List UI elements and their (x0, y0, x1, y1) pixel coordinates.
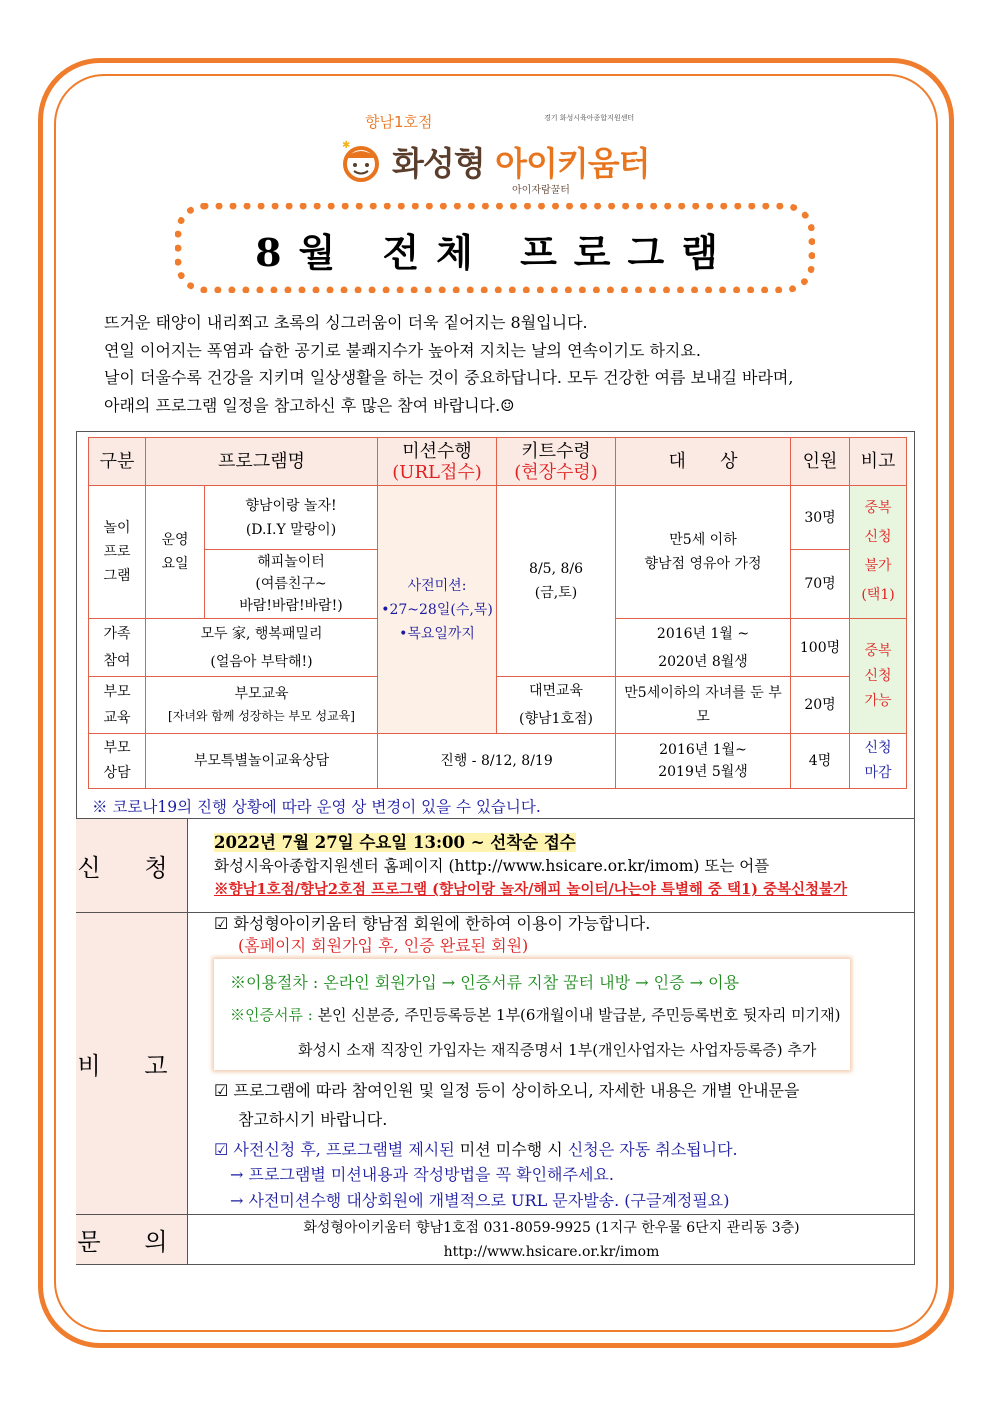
intro-text (104, 309, 904, 419)
apply-site: 화성시육아종합지원센터 홈페이지 (http://www.hsicare.or.kr/imom) 또는 어플 (214, 857, 770, 875)
count-cell: 70명 (791, 550, 850, 619)
target-cell: 만5세이하의 자녀를 둔 부모 (616, 677, 791, 734)
table-row (89, 677, 907, 734)
apply-warning: ※향남1호점/향남2호점 프로그램 (향남이랑 놀자/해피 놀이터/나는야 특별해 중 택1) 중복신청불가 (214, 881, 848, 898)
header-program: 프로그램명 (146, 438, 378, 486)
logo-center-name: 경기 화성시육아종합지원센터 (544, 114, 635, 122)
remark-item-schedule-cont: 참고하시기 바랍니다. (238, 1110, 388, 1129)
apply-date: 2022년 7월 27일 수요일 13:00 ~ 선착순 접수 (214, 833, 576, 852)
table-row (89, 734, 907, 789)
remark-cell: 중복 신청 가능 (850, 619, 907, 734)
parent-edu-label: 부모 교육 (89, 677, 146, 734)
intro-line: 날이 더울수록 건강을 지키며 일상생활을 하는 것이 중요하답니다. 모두 건강한 여름 보내길 바라며, (104, 368, 794, 387)
contact-info: 화성형아이키움터 향남1호점 031-8059-9925 (1지구 한우물 6단지 관리동 3층) (303, 1220, 800, 1236)
logo-title: 화성형 아이키움터 (392, 144, 650, 183)
remark-cell: 중복 신청 불가 (택1) (850, 486, 907, 619)
svg-text:✱: ✱ (342, 140, 351, 151)
count-cell: 20명 (791, 677, 850, 734)
header-kit: 키트수령 (현장수령) (497, 438, 616, 486)
remark-item-member: ☑ 화성형아이키움터 향남점 회원에 한하여 이용이 가능합니다. (214, 914, 651, 933)
apply-label: 신 청 (76, 819, 187, 912)
remark-item-member-note: (홈페이지 회원가입 후, 인증 완료된 회원) (238, 936, 529, 955)
page-title: 8월 전체 프로그램 (255, 230, 735, 275)
divider (76, 1214, 915, 1215)
remark-item-mission: ☑ 사전신청 후, 프로그램별 제시된 미션 미수행 시 신청은 자동 취소됩니다. (214, 1140, 738, 1159)
logo-subtitle: 향남1호점 (365, 113, 433, 131)
divider (187, 818, 188, 1265)
operation-label: 운영 요일 (146, 486, 205, 619)
intro-line: 뜨거운 태양이 내리쬐고 초록의 싱그러움이 더욱 짙어지는 8월입니다. (104, 313, 588, 332)
procedure-text: ※이용절차 : 온라인 회원가입 → 인증서류 지참 꿈터 내방 → 인증 → 이용 (230, 973, 740, 992)
logo-face-icon (338, 140, 384, 182)
table-header-row (89, 438, 907, 486)
covid-notice: ※ 코로나19의 진행 상황에 따라 운영 상 변경이 있을 수 있습니다. (92, 798, 541, 816)
program-table (88, 437, 907, 789)
remark-item-schedule: ☑ 프로그램에 따라 참여인원 및 일정 등이 상이하오니, 자세한 내용은 개별 안내문을 (214, 1081, 800, 1100)
target-cell: 만5세 이하 향남점 영유아 가정 (616, 486, 791, 619)
count-cell: 4명 (791, 734, 850, 789)
program-cell: 해피놀이터 (여름친구~ 바람!바람!바람!) (205, 550, 378, 619)
intro-line: 아래의 프로그램 일정을 참고하신 후 많은 참여 바랍니다.☺ (104, 395, 515, 415)
program-cell: 모두 家, 행복패밀리 (얼음아 부탁해!) (146, 619, 378, 677)
schedule-cell: 진행 - 8/12, 8/19 (378, 734, 616, 789)
header-mission: 미션수행 (URL접수) (378, 438, 497, 486)
program-cell: 부모교육 [자녀와 함께 성장하는 부모 성교육] (146, 677, 378, 734)
header-count: 인원 (791, 438, 850, 486)
count-cell: 100명 (791, 619, 850, 677)
parent-consult-label: 부모 상담 (89, 734, 146, 789)
remark-mission-check: → 프로그램별 미션내용과 작성방법을 꼭 확인해주세요. (230, 1165, 614, 1184)
family-label: 가족 참여 (89, 619, 146, 677)
contact-url[interactable]: http://www.hsicare.or.kr/imom (443, 1244, 660, 1260)
documents-text: ※인증서류 : 본인 신분증, 주민등록등본 1부(6개월이내 발급분, 주민등록번호 뒷자리 미기재) (230, 1006, 841, 1024)
program-cell: 부모특별놀이교육상담 (146, 734, 378, 789)
header-target: 대 상 (616, 438, 791, 486)
program-cell: 향남이랑 놀자! (D.I.Y 말랑이) (205, 486, 378, 550)
remark-label: 비 고 (76, 913, 187, 1214)
kit-cell: 대면교육 (향남1호점) (497, 677, 616, 734)
header-category: 구분 (89, 438, 146, 486)
remark-cell: 신청 마감 (850, 734, 907, 789)
count-cell: 30명 (791, 486, 850, 550)
remark-mission-sms: → 사전미션수행 대상회원에 개별적으로 URL 문자발송. (구글계정필요) (230, 1191, 730, 1210)
intro-line: 연일 이어지는 폭염과 습한 공기로 불쾌지수가 높아져 지치는 날의 연속이기도 하지요. (104, 340, 701, 360)
kit-date-cell: 8/5, 8/6 (금,토) (497, 486, 616, 677)
divider (76, 818, 915, 819)
contact-label: 문 의 (76, 1215, 187, 1264)
mission-cell: 사전미션: •27~28일(수,목) •목요일까지 (378, 486, 497, 734)
logo-tagline: 아이자람꿀터 (512, 185, 570, 196)
play-program-label: 놀이 프로 그램 (89, 486, 146, 619)
documents-extra: 화성시 소재 직장인 가입자는 재직증명서 1부(개인사업자는 사업자등록증) 추가 (298, 1041, 817, 1059)
target-cell: 2016년 1월 ~ 2020년 8월생 (616, 619, 791, 677)
target-cell: 2016년 1월~ 2019년 5월생 (616, 734, 791, 789)
table-row (89, 486, 907, 550)
header-remark: 비고 (850, 438, 907, 486)
